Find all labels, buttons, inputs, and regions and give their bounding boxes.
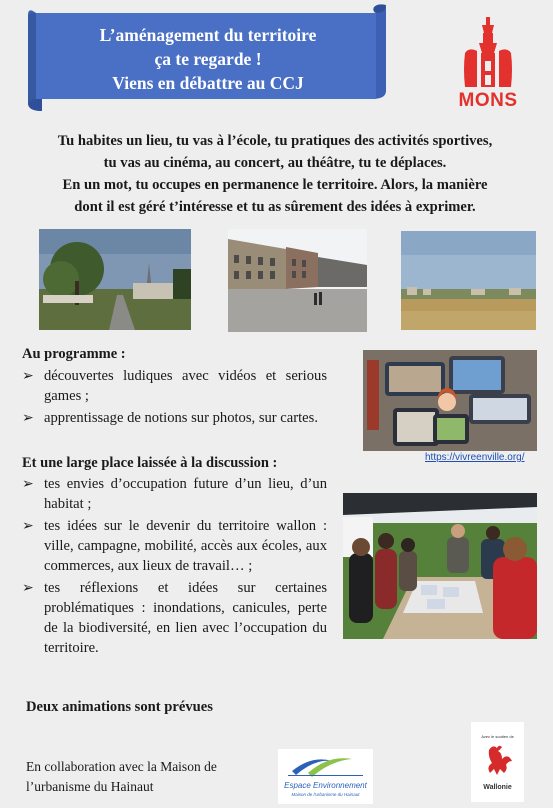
discussion-list (22, 474, 327, 660)
arrow-bullet-icon: ➢ (22, 368, 34, 384)
list-item: ➢ tes réflexions et idées sur certaines problématiques : inondations, canicules, perte de la biodiversité, en lien avec l’occupation du territoire. (22, 580, 327, 656)
list-item: ➢ tes idées sur le devenir du territoire wallon : ville, campagne, mobilité, accès aux écoles, aux commerces, aux lieux de travail… ; (22, 518, 327, 574)
swoosh-logo-icon (278, 749, 373, 781)
collaboration-text (26, 757, 217, 797)
discussion-heading: Et une large place laissée à la discussion : (22, 455, 278, 471)
wallonie-rooster-icon (471, 742, 524, 782)
vivreenville-link[interactable]: https://vivreenville.org/ (425, 452, 525, 463)
intro-paragraph (14, 130, 536, 218)
collab-line-1: En collaboration avec la Maison de (26, 759, 217, 774)
list-item: ➢ découvertes ludiques avec vidéos et serious games ; (22, 368, 327, 404)
list-item: ➢ tes envies d’occupation future d’un lieu, d’un habitat ; (22, 476, 327, 512)
animations-note: Deux animations sont prévues (26, 699, 213, 715)
workshop-outdoor-photo (343, 493, 537, 639)
arrow-bullet-icon: ➢ (22, 580, 34, 596)
mons-logo (455, 15, 521, 110)
arrow-bullet-icon: ➢ (22, 410, 34, 426)
program-list (22, 366, 327, 430)
vivreenville-game-screenshot (363, 350, 537, 451)
espace-title: Espace Environnement (284, 781, 367, 790)
program-heading: Au programme : (22, 346, 126, 362)
arrow-bullet-icon: ➢ (22, 476, 34, 492)
list-item: ➢ apprentissage de notions sur photos, sur cartes. (22, 410, 318, 426)
intro-line-2: tu vas au cinéma, au concert, au théâtre, tu te déplaces. (103, 155, 447, 171)
banner-line-2: ça te regarde ! (154, 49, 262, 69)
arrow-bullet-icon: ➢ (22, 518, 34, 534)
banner-line-3: Viens en débattre au CCJ (112, 73, 304, 93)
wallonie-logo (471, 722, 524, 802)
mons-belfry-icon (455, 15, 521, 89)
wallonie-name: Wallonie (483, 784, 512, 791)
banner-line-1: L’aménagement du territoire (99, 25, 317, 45)
collab-line-2: l’urbanisme du Hainaut (26, 779, 154, 794)
intro-line-4: dont il est géré t’intéresse et tu as sûrement des idées à exprimer. (74, 199, 476, 215)
intro-line-1: Tu habites un lieu, tu vas à l’école, tu pratiques des activités sportives, (57, 133, 493, 149)
town-square-photo (228, 229, 367, 332)
field-landscape-photo (401, 231, 536, 330)
mons-wordmark: MONS (458, 90, 518, 111)
espace-subtitle: Maison de l'urbanisme du Hainaut (291, 792, 360, 797)
village-street-photo (39, 229, 191, 330)
title-banner (22, 3, 386, 113)
intro-line-3: En un mot, tu occupes en permanence le territoire. Alors, la manière (62, 177, 488, 193)
espace-environnement-logo (278, 749, 373, 804)
wallonie-support-text: Avec le soutien de (481, 734, 514, 739)
